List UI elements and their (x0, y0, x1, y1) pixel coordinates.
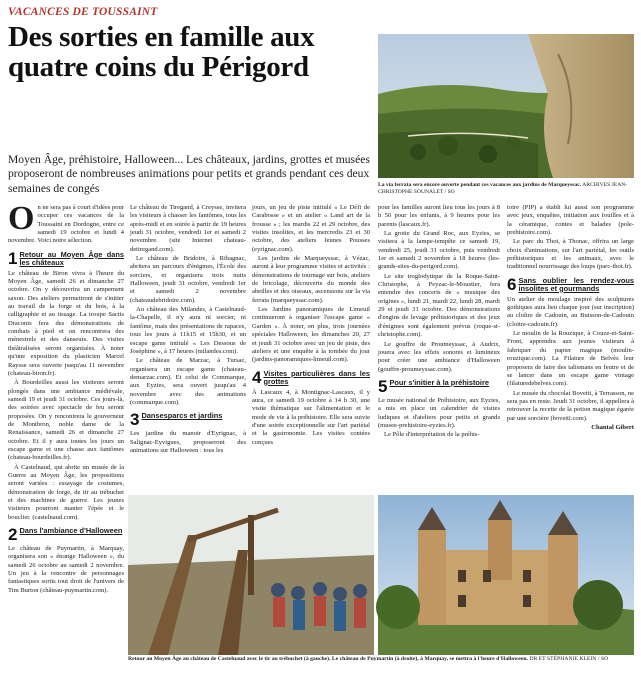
intro-text: n ne sera pas à court d'idées pour occuper ces vacances de la Toussaint en Dordogne, entre ce samedi 19 octobre et lundi 4 novembre. Voici notre sélection. (8, 204, 124, 245)
section-heading-4 (252, 367, 370, 387)
paragraph: La grotte du Grand Roc, aux Eyzies, se visitera à la lampe-tempête ce samedi 19, vendredi 25, jeudi 31 octobre, puis vendredi 1er et samedi 2 novembre à 18 heures (les-grands-sites-du-perigord.com). (378, 230, 500, 271)
paragraph: pour les familles auront lieu tous les jours à 8 h 50 pour les enfants, à 9 heures pour les parents (lascaux.fr). (378, 204, 500, 228)
article-column-4 (378, 204, 500, 441)
paragraph: Au château des Milandes, à Castelnaud-la-Chapelle, il n'y aura ni sorcier, ni fantôme, mais des présentations de rapaces, tous les jours à 11h15 et 15h30, et un escape game intitulé « Les Dessous de Joséphine », à 17 heures (milandes.com). (130, 306, 246, 355)
paragraph: Le château de Biron vivra à l'heure du Moyen Âge, samedi 26 et dimanche 27 octobre. On y découvrira un campement saxon. Des ateliers permettront de s'initier au travail de la forge et du bois, à la calligraphie et au tissage. La troupe Sactis Draconis fera des démonstrations de combats à pied et on rencontrera des ménestrels et des danseurs. Des visites théâtralisées seront organisées. À noter qu'une exposition du plasticien Marcel Raysse sera ouverte jusqu'au 11 novembre (chateau-biron.fr). (8, 269, 124, 377)
paragraph: À Lascaux 4, à Montignac-Lascaux, il y aura, ce samedi 19 octobre à 14 h 30, une visite thématique sur l'alimentation et le mode de vie à la préhistoire. Elle sera suivie d'une soirée exceptionnelle sur l'art pariétal et la gastronomie. Les visites contées conçues (252, 388, 370, 446)
section-number: 1 (8, 248, 18, 268)
paragraph: Le château de Puymartin, à Marquay, organisera son « étrange Halloween », du samedi 26 octobre au samedi 2 novembre. Un jeu à la rencontre de personnages fantastiques sortis tout droit de l'univers de Tim Burton (château-puymartin.com). (8, 545, 124, 594)
paragraph: Le Pôle d'interprétation de la préhis- (384, 431, 480, 439)
paragraph: Le musée national de Préhistoire, aux Eyzies, a mis en place un calendrier de visites ludiques et d'ateliers pour petits et grands (musee-prehistoire-eyzies.fr). (378, 396, 500, 429)
article-column-5 (507, 204, 634, 433)
paragraph: Le château de Bridoire, à Ribagnac, abritera un parcours d'énigmes, l'École des sorciers, et organisera trois nuits Halloween, jeudi 31 octobre, vendredi 1er et samedi 2 novembre (chateaudebridoire.com). (130, 255, 246, 304)
paragraph: Les Jardins panoramiques de Limeuil continueront à organiser l'escape game « Garden ». À noter, en plus, trois journées spéciales Halloween, les dimanches 20, 27 et jeudi 31 octobre avec un jeu de piste, des ateliers et une enquête à la tombée du jour (jardins-panoramiques-limeuil.com). (252, 306, 370, 364)
paragraph: Le musée du chocolat Bovetti, à Terrasson, ne sera pas en reste. Jeudi 31 octobre, il appellera à retrouver la recette de la potion magique égarée par une sorcière (bovetti.com). (507, 389, 634, 422)
photo-bottom-caption-text: Retour au Moyen Âge au château de Castelnaud avec le tir au trébuchet (à gauche). Le château de Puymartin (à droite), à Marquay, se mettra à l'heure d'Halloween. (128, 656, 528, 662)
standfirst: Moyen Âge, préhistoire, Halloween... Les châteaux, jardins, grottes et musées proposeront de nombreuses animations pour petits et grands pendant ces deux semaines de congés (8, 153, 370, 195)
photo-castles (128, 495, 634, 655)
paragraph: Les jardins de Marqueyssac, à Vézac, auront à leur programme visites et activités : démonstrations de tournage sur bois, ateliers de bricolage, découverte du monde des abeilles et des oiseaux, ascensions sur la via ferrata (marqueyssac.com). (252, 255, 370, 304)
section-title: Dansesparcs et jardins (141, 411, 223, 421)
paragraph: Le château de Tiregand, à Creysse, invitera les visiteurs à chasser les fantômes, tous les après-midi et en soirée à partir de 19 heures jeudi 31 octobre, vendredi 1er et samedi 2 novembre. (site Internet chateau-detiregand.com). (130, 204, 246, 253)
paragraph: jours, un jeu de piste intitulé « Le Défi de Carabosse » et un atelier « Land art de la frousse » ; les mardis 22 et 29 octobre, des visites insolites, et les mercredis 23 et 30 octobre, des ateliers Jeunes Pousses (eyrignac.com). (252, 204, 370, 253)
article-column-1 (8, 200, 124, 596)
photo-via-ferrata-image (378, 34, 634, 178)
section-title: Dans l'ambiance d'Halloween (19, 526, 123, 536)
paragraph: Le gouffre de Proumeyssac, à Audrix, jouera avec les effets sonores et lumineux pour créer une ambiance d'Halloween (gouffre-proumeyssac.com). (378, 340, 500, 373)
section-heading-5 (378, 376, 500, 396)
headline: Des sorties en famille aux quatre coins du Périgord (8, 21, 315, 83)
photo-castles-image (128, 495, 634, 655)
photo-bottom-credit: DR ET STÉPHANIE KLEIN / SO (529, 656, 609, 662)
section-number: 6 (507, 274, 517, 294)
section-heading-3 (130, 410, 246, 430)
paragraph: Le château de Marzac, à Tursac, organisera un escape game (chateau-demarzac.com). Et celui de Commarque, aux Eyzies, sera ouvert jusqu'au 4 novembre avec des animations (commarque.com). (130, 357, 246, 406)
paragraph: À Bourdeilles aussi les visiteurs seront plongés dans une ambiance médiévale, samedi 19 et jeudi 31 octobre. Ces jours-là, des soirées avec spectacle de feu seront proposées. On y rencontrera le gouverneur de Montbron, noble dame de la Renaissance, samedi 26 et dimanche 27 octobre. Et il y aura toutes les jours un escape game et une chasse aux fantômes (chateau-bourdeilles.fr). (8, 379, 124, 462)
section-heading-1 (8, 248, 124, 268)
section-number: 3 (130, 410, 140, 430)
dropcap: O (8, 200, 35, 237)
photo-top-credit: ARCHIVES JEAN-CHRISTOPHE SOUNALET / SO (378, 182, 628, 196)
section-title: Retour au Moyen Âge dans les châteaux (19, 249, 124, 267)
section-number: 2 (8, 525, 18, 545)
paragraph: toire (PIP) a établi lui aussi son programme avec jeux, enquêtes, initiation aux fouilles et à la céramique, contes et balades (pole-prehistoire.com). (507, 204, 634, 237)
article-column-2 (130, 204, 246, 456)
paragraph: Le parc du Thot, à Thonac, offrira un large choix d'animations, sur l'art pariétal, les outils préhistoriques et les animaux, avec le traditionnel nourrissage des loups (parc-thot.fr). (507, 238, 634, 271)
paragraph: Les jardins du manoir d'Eyrignac, à Salignac-Eyvigues, proposeront des animations sur Halloween : tous les (130, 430, 246, 454)
section-number: 4 (252, 367, 262, 387)
section-heading-2 (8, 525, 124, 545)
paragraph: Le moulin de la Rouzique, à Couze-et-Saint-Front, apprendra aux jeunes visiteurs à fabriquer du papier magique (moulin-rouzique.com). La Filature de Belvès leur proposera de faire des talismans en feutre et de se lancer dans un escape game vintage (filaturedebelves.com). (507, 330, 634, 388)
author-signature: Chantal Gibert (591, 423, 634, 431)
photo-top-caption (378, 182, 634, 196)
section-title: Sans oublier les rendez-vous insolites et gourmands (518, 275, 634, 293)
photo-via-ferrata (378, 34, 634, 178)
photo-top-caption-text: La via ferrata sera encore ouverte pendant ces vacances aux jardins de Marqueyssac. (378, 182, 582, 188)
paragraph: À Castelnaud, qui abrite un musée de la Guerre au Moyen Âge, les propositions seront variées : essayage de costumes, démonstration de forge, de tir au trébuchet et des machines de guerre. Les jeunes visiteurs pourront manier l'épée et le bouclier. (castelnaud.com). (8, 463, 124, 521)
section-title: Pour s'initier à la préhistoire (389, 377, 489, 387)
article-column-3 (252, 204, 370, 448)
section-title: Visites particulières dans les grottes (263, 368, 370, 386)
kicker: VACANCES DE TOUSSAINT (8, 6, 158, 18)
section-heading-6 (507, 274, 634, 294)
paragraph: Un atelier de moulage inspiré des sculptures gothiques aura lieu chaque jour (sur inscription) au cloître de Cadouin, au Buisson-de-Cadouin (cloitre-cadouin.fr). (507, 295, 634, 328)
photo-bottom-caption (128, 656, 634, 663)
paragraph: Le site troglodytique de la Roque-Saint-Christophe, à Peyzac-le-Moustier, fera entendre des concerts de « musique des origines », lundi 21, mardi 22, lundi 28, mardi 29 et jeudi 31 octobre. Des démonstrations d'engins de levage préhistoriques et des jeux d'énigmes sont également prévus (roque-st-christophe.com). (378, 272, 500, 339)
section-number: 5 (378, 376, 388, 396)
